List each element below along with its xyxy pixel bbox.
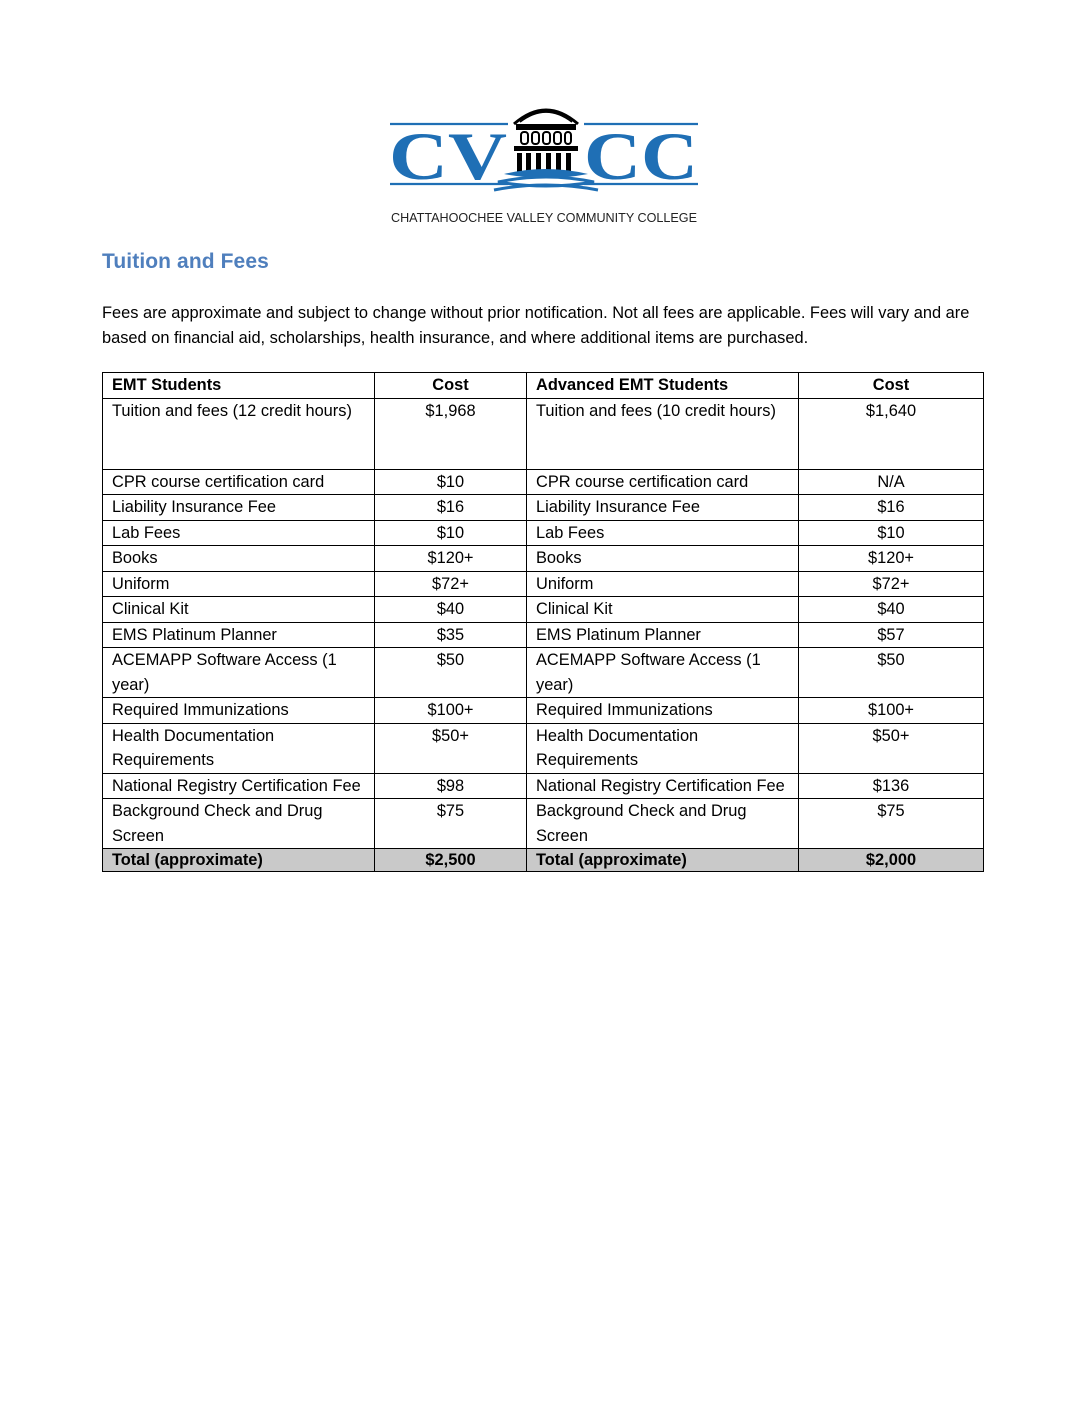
emt-cost: $40 — [375, 597, 527, 623]
aemt-total-label: Total (approximate) — [527, 849, 799, 872]
table-row — [103, 773, 984, 799]
table-row — [103, 469, 984, 495]
emt-cost: $72+ — [375, 571, 527, 597]
emt-item: Books — [103, 546, 375, 572]
table-row — [103, 799, 984, 849]
aemt-item: Required Immunizations — [527, 698, 799, 724]
aemt-cost: $16 — [799, 495, 984, 521]
page-title: Tuition and Fees — [102, 250, 269, 273]
table-row — [103, 622, 984, 648]
aemt-item: Liability Insurance Fee — [527, 495, 799, 521]
aemt-cost: $120+ — [799, 546, 984, 572]
emt-item: Clinical Kit — [103, 597, 375, 623]
table-row — [103, 520, 984, 546]
emt-cost: $98 — [375, 773, 527, 799]
emt-cost: $50+ — [375, 723, 527, 773]
emt-cost: $100+ — [375, 698, 527, 724]
logo-letters-left: CV — [389, 118, 507, 194]
aemt-item: National Registry Certification Fee — [527, 773, 799, 799]
emt-total-cost: $2,500 — [375, 849, 527, 872]
aemt-cost: $50+ — [799, 723, 984, 773]
header-advanced-emt-cost: Cost — [799, 373, 984, 399]
aemt-item: Books — [527, 546, 799, 572]
table-row — [103, 648, 984, 698]
aemt-cost: $40 — [799, 597, 984, 623]
emt-item: Lab Fees — [103, 520, 375, 546]
emt-cost: $35 — [375, 622, 527, 648]
header-emt-cost: Cost — [375, 373, 527, 399]
emt-item: Required Immunizations — [103, 698, 375, 724]
aemt-cost: $136 — [799, 773, 984, 799]
table-row — [103, 571, 984, 597]
emt-item: National Registry Certification Fee — [103, 773, 375, 799]
aemt-cost: $72+ — [799, 571, 984, 597]
emt-cost: $10 — [375, 469, 527, 495]
emt-cost: $120+ — [375, 546, 527, 572]
emt-item: EMS Platinum Planner — [103, 622, 375, 648]
table-row — [103, 723, 984, 773]
emt-item: Health Documentation Requirements — [103, 723, 375, 773]
table-header-row — [103, 373, 984, 399]
aemt-item: Clinical Kit — [527, 597, 799, 623]
college-name: CHATTAHOOCHEE VALLEY COMMUNITY COLLEGE — [391, 211, 697, 225]
emt-cost: $1,968 — [375, 398, 527, 469]
total-row — [103, 849, 984, 872]
aemt-cost: $50 — [799, 648, 984, 698]
table-row — [103, 546, 984, 572]
aemt-item: ACEMAPP Software Access (1 year) — [527, 648, 799, 698]
aemt-cost: N/A — [799, 469, 984, 495]
emt-cost: $10 — [375, 520, 527, 546]
aemt-item: Tuition and fees (10 credit hours) — [527, 398, 799, 469]
rotunda-icon — [494, 110, 598, 190]
aemt-cost: $57 — [799, 622, 984, 648]
emt-cost: $16 — [375, 495, 527, 521]
emt-total-label: Total (approximate) — [103, 849, 375, 872]
header-emt-students: EMT Students — [103, 373, 375, 399]
table-row — [103, 495, 984, 521]
emt-item: Liability Insurance Fee — [103, 495, 375, 521]
aemt-cost: $75 — [799, 799, 984, 849]
table-row — [103, 597, 984, 623]
emt-cost: $50 — [375, 648, 527, 698]
emt-cost: $75 — [375, 799, 527, 849]
table-row — [103, 398, 984, 469]
aemt-cost: $1,640 — [799, 398, 984, 469]
emt-item: ACEMAPP Software Access (1 year) — [103, 648, 375, 698]
emt-item: Tuition and fees (12 credit hours) — [103, 398, 375, 469]
college-logo — [386, 98, 702, 228]
logo-letters-right: CC — [584, 118, 698, 194]
table-row — [103, 698, 984, 724]
aemt-item: Health Documentation Requirements — [527, 723, 799, 773]
header-advanced-emt-students: Advanced EMT Students — [527, 373, 799, 399]
fees-table — [102, 372, 984, 872]
aemt-cost: $10 — [799, 520, 984, 546]
emt-item: CPR course certification card — [103, 469, 375, 495]
aemt-item: Uniform — [527, 571, 799, 597]
emt-item: Uniform — [103, 571, 375, 597]
aemt-cost: $100+ — [799, 698, 984, 724]
aemt-item: Lab Fees — [527, 520, 799, 546]
aemt-total-cost: $2,000 — [799, 849, 984, 872]
aemt-item: CPR course certification card — [527, 469, 799, 495]
aemt-item: Background Check and Drug Screen — [527, 799, 799, 849]
emt-item: Background Check and Drug Screen — [103, 799, 375, 849]
aemt-item: EMS Platinum Planner — [527, 622, 799, 648]
intro-paragraph: Fees are approximate and subject to change without prior notification. Not all fees are applicable. Fees will vary and are based on financial aid, scholarships, health insurance, and where additional items are purchased. — [102, 304, 970, 347]
